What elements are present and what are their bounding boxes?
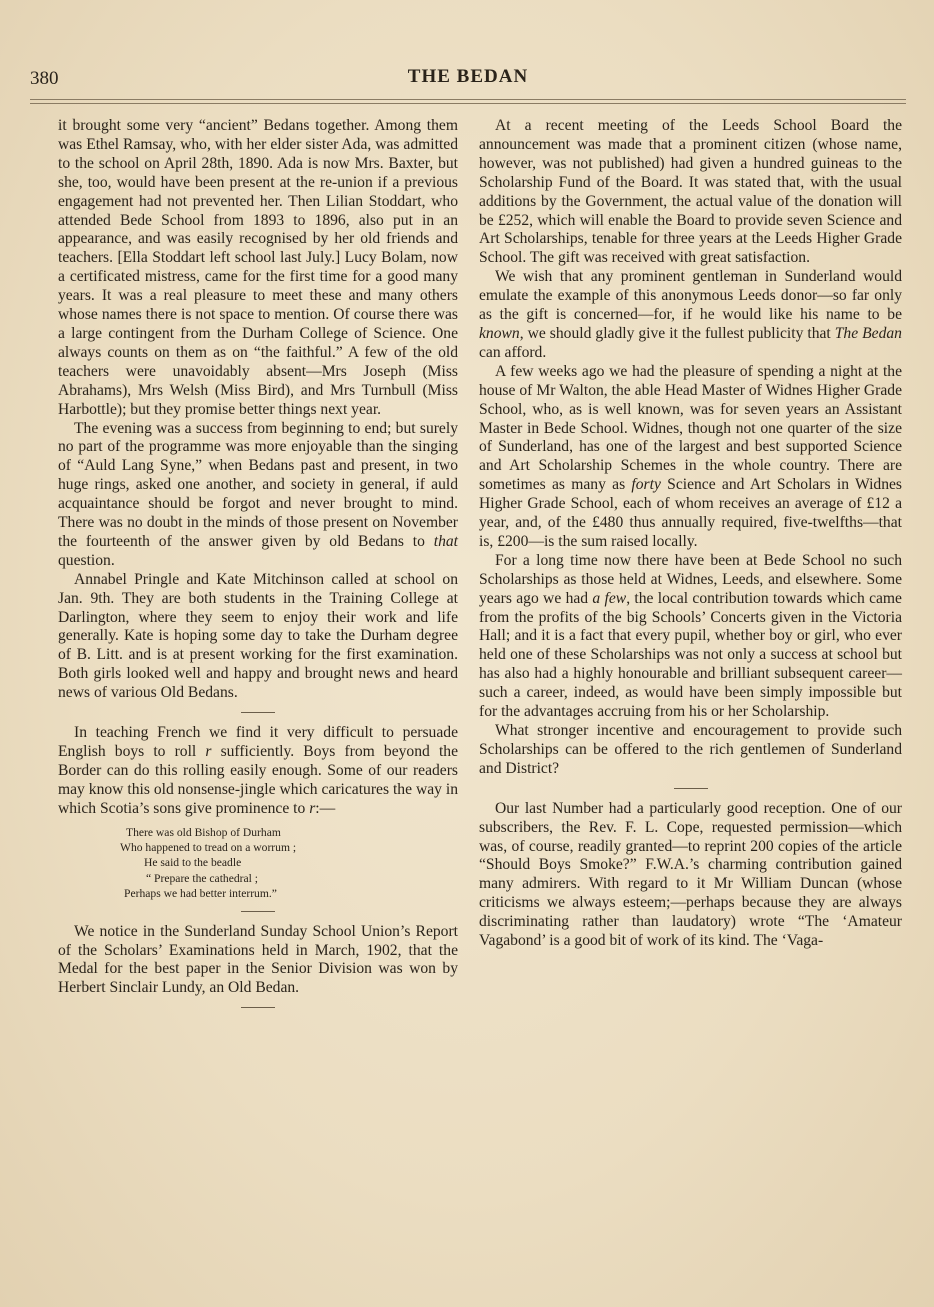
paragraph: What stronger incentive and encouragement to provide such Scholarships can be offered to the rich gentlemen of Sunderland and District? [479,722,902,777]
paragraph: Our last Number had a particularly good reception. One of our subscribers, the Rev. F. L. Cope, requested permission—which was, of course, readily granted—to reprint 200 copies of the article “Should Boys Smoke?” F.W.A.’s charming contribution gained many admirers. With regard to it Mr William Duncan (whose criticisms we always esteem;—perhaps because they are always discriminating rather than laudatory) wrote “The ‘Amateur Vagabond’ is a good bit of work of its kind. The ‘Vaga- [479,799,902,950]
header-rule-bottom [30,103,906,104]
paragraph: Annabel Pringle and Kate Mitchinson called at school on Jan. 9th. They are both students in the Training College at Darlington, where they seem to enjoy their work and life generally. Kate is hoping some day to take the Durham degree of B. Litt. and is at present working for the first examination. Both girls looked well and happy and brought news and heard news of various Old Bedans. [58,570,458,702]
paragraph: We wish that any prominent gentleman in Sunderland would emulate the example of this anonymous Leeds donor—so far only as the gift is concerned—for, if he would like his name to be known, we should gladly give it the fullest publicity that The Bedan can afford. [479,268,902,361]
left-column [58,117,458,1019]
poem-line: There was old Bishop of Durham [126,825,281,839]
paragraph: We notice in the Sunderland Sunday School Union’s Report of the Scholars’ Examinations held in March, 1902, that the Medal for the best paper in the Senior Division was won by Herbert Sinclair Lundy, an Old Bedan. [58,922,458,997]
paragraph: At a recent meeting of the Leeds School Board the announcement was made that a prominent citizen (whose name, however, was not published) had given a hundred guineas to the Scholarship Fund of the Board. It was stated that, with the usual additions by the Government, the actual value of the donation will be £252, which will enable the Board to provide seven Science and Art Scholarships, tenable for three years at the Leeds Higher Grade School. The gift was received with great satisfaction. [479,117,902,267]
header-rule-top [30,99,906,100]
poem-line: Who happened to tread on a worrum ; [120,841,297,855]
poem-line: “ Prepare the cathedral ; [146,871,259,885]
section-divider [674,788,708,789]
section-divider [241,1007,275,1008]
paragraph: In teaching French we find it very difficult to persuade English boys to roll r sufficiently. Boys from beyond the Border can do this rolling easily enough. Some of our readers may know this old nonsense-jingle which caricatures the way in which Scotia’s sons give prominence to r:— [58,724,458,817]
running-title: THE BEDAN [407,66,529,87]
section-divider [241,911,275,912]
paragraph: it brought some very “ancient” Bedans together. Among them was Ethel Ramsay, who, with her elder sister Ada, was admitted to the school on April 28th, 1890. Ada is now Mrs. Baxter, but she, too, would have been present at the re-union if a previous engagement had not prevented her. Then Lilian Stoddart, who attended Bede School from 1893 to 1896, also put in an appearance, and was easily recognised by her old friends and teachers. [Ella Stoddart left school last July.] Lucy Bolam, now a certificated mistress, came for the first time for a good many years. It was a real pleasure to meet these and many others whose names there is not space to mention. Of course there was a large contingent from the Durham College of Science. One always counts on them as on “the faithful.” A few of the old teachers were unavoidably absent—Mrs Joseph (Miss Abrahams), Mrs Welsh (Miss Bird), and Mrs Turnbull (Miss Harbottle); but they promise better things next year. [58,117,458,418]
paragraph: The evening was a success from beginning to end; but surely no part of the programme was more enjoyable than the singing of “Auld Lang Syne,” when Bedans past and present, in two huge rings, asked one another, and society in general, if auld acquaintance should be forgot and never brought to mind. There was no doubt in the minds of those present on November the fourteenth of the answer given by old Bedans to that question. [58,419,458,569]
page-number: 380 [30,68,59,89]
poem [58,825,458,902]
right-column [479,117,902,951]
paragraph: A few weeks ago we had the pleasure of spending a night at the house of Mr Walton, the able Head Master of Widnes Higher Grade School, who, as is well known, was for seven years an Assistant Master in Bede School. Widnes, though not one quarter of the size of Sunderland, has one of the largest and best supported Science and Art Scholarship Schemes in the whole country. There are sometimes as many as forty Science and Art Scholars in Widnes Higher Grade School, each of whom receives an average of £12 a year, and, of the £480 thus annually required, five-twelfths—that is, £200—is the sum raised locally. [479,362,902,550]
page-header [30,66,906,96]
poem-line: He said to the beadle [144,856,242,870]
paragraph: For a long time now there have been at Bede School no such Scholarships as those held at Widnes, Leeds, and elsewhere. Some years ago we had a few, the local contribution towards which came from the profits of the big Schools’ Concerts given in the Victoria Hall; and it is a fact that every pupil, whether boy or girl, who ever held one of these Scholarships was not only a success at school but has also had a highly honourable and brilliant subsequent career—such a career, indeed, as would have been simply impossible but for the advantages accruing from his or her Scholarship. [479,551,902,721]
section-divider [241,712,275,713]
poem-line: Perhaps we had better interrum.” [124,887,277,901]
